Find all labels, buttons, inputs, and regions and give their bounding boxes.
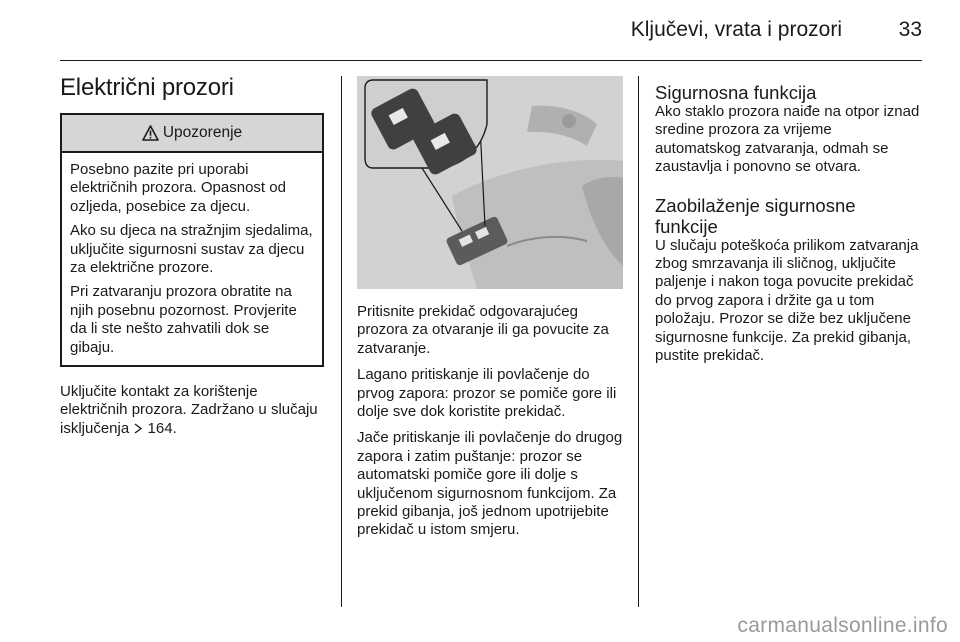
- safety-title: Sigurnosna funkcija: [655, 82, 817, 103]
- watermark: carmanualsonline.info: [737, 614, 948, 637]
- paragraph: Jače pritiskanje ili povlačenje do drugog zapora i zatim puštanje: prozor se automatski pomiče gore ili dolje s uključenom sigurnosnom funkcijom. Za prekid gibanja, još jednom upotrijebite prekidač u istom smjeru.: [357, 429, 623, 539]
- warning-box: [60, 113, 324, 367]
- override-text: U slučaju poteškoća prilikom zatvaranja zbog smrzavanja ili sličnog, uključite paljenje i nakon toga povucite prekidač do prvog zapora i držite ga u tom položaju. Prozor se diže bez uključene sigurnosne funkcije. Za prekid gibanja, pustite prekidač.: [655, 236, 919, 365]
- header-rule: [60, 60, 922, 61]
- warning-paragraph: Posebno pazite pri uporabi električnih prozora. Opasnost od ozljeda, posebice za djecu.: [70, 161, 286, 215]
- column-2: [357, 76, 623, 548]
- section-title: Električni prozori: [60, 74, 234, 101]
- warning-triangle-icon: [142, 125, 159, 141]
- warning-title: Upozorenje: [162, 124, 243, 141]
- column-divider-1: [341, 76, 342, 607]
- column-1: [60, 74, 324, 446]
- page-header: [0, 0, 960, 60]
- paragraph: Pritisnite prekidač odgovarajućeg prozora za otvaranje ili ga povucite za zatvaranje.: [357, 303, 609, 357]
- ignition-text: Uključite kontakt za korištenje električnih prozora. Zadržano u slučaju isključenja: [60, 383, 318, 437]
- column-divider-2: [638, 76, 639, 607]
- window-switch-illustration: [357, 76, 623, 289]
- warning-header: [62, 115, 322, 153]
- ignition-paragraph: [60, 383, 324, 438]
- safety-text: Ako staklo prozora naiđe na otpor iznad sredine prozora za vrijeme automatskog zatvaranja, odmah se zaustavlja i ponovno se otvara.: [655, 103, 920, 176]
- header-title: Ključevi, vrata i prozori: [630, 18, 842, 41]
- warning-paragraph: Ako su djeca na stražnjim sjedalima, uključite sigurnosni sustav za djecu za električne prozore.: [70, 222, 313, 277]
- column-3: [655, 82, 921, 373]
- arrow-reference-icon: [133, 423, 143, 434]
- override-title: Zaobilaženje sigurnosne funkcije: [655, 194, 856, 237]
- paragraph: Lagano pritiskanje ili povlačenje do prvog zapora: prozor se pomiče gore ili dolje sve dok koristite prekidač.: [357, 366, 617, 421]
- page-reference: 164.: [147, 419, 177, 437]
- page-number: 33: [898, 18, 922, 41]
- warning-paragraph: Pri zatvaranju prozora obratite na njih posebnu pozornost. Provjerite da li ste nešto zahvatili dok se gibaju.: [70, 283, 297, 356]
- warning-body: [62, 153, 322, 365]
